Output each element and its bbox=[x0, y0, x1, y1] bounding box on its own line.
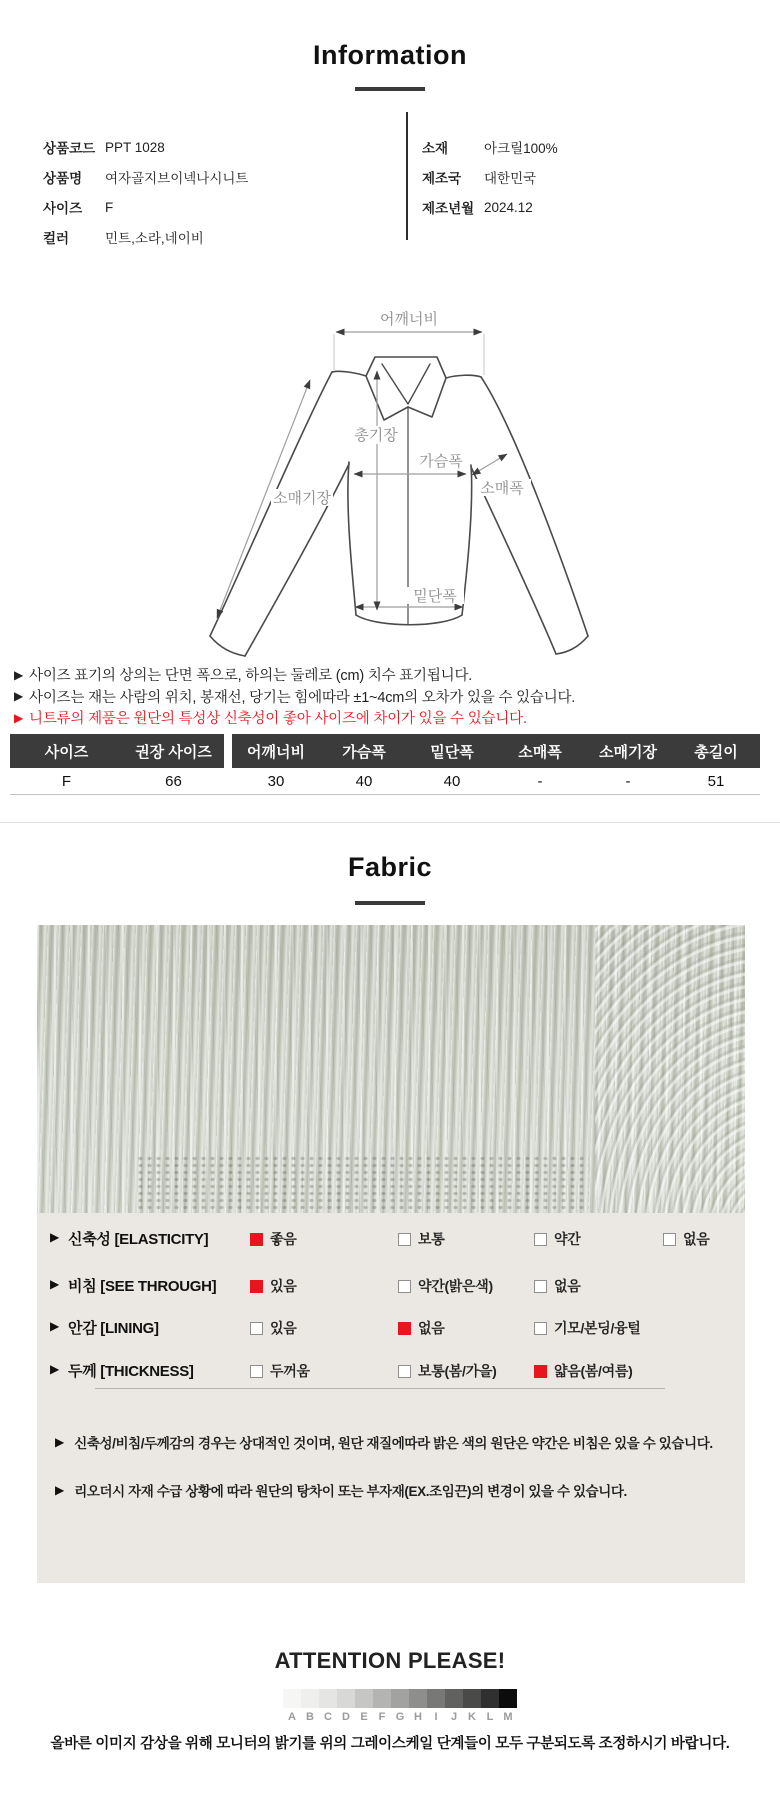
grayscale-swatch bbox=[499, 1689, 517, 1708]
info-label: 사이즈 bbox=[43, 201, 83, 216]
size-note bbox=[14, 686, 575, 708]
property-label: 안감 [LINING] bbox=[68, 1320, 159, 1337]
checkbox-icon bbox=[534, 1233, 547, 1246]
garment-measurement-diagram bbox=[185, 258, 595, 673]
sleeve-length-label: 소매기장 bbox=[273, 490, 331, 507]
product-info-left bbox=[43, 132, 248, 252]
info-label: 제조년월 bbox=[422, 201, 475, 216]
hem-width-label: 밑단폭 bbox=[413, 588, 457, 605]
grayscale-letter: A bbox=[288, 1711, 296, 1723]
grayscale-swatch bbox=[301, 1689, 319, 1708]
grayscale-letters bbox=[283, 1711, 517, 1723]
option-none: 없음 bbox=[398, 1318, 444, 1338]
bullet-icon: ▶ bbox=[14, 667, 24, 682]
size-cell: 40 bbox=[355, 772, 373, 790]
fabric-texture-image bbox=[37, 925, 745, 1213]
info-row-size bbox=[43, 192, 248, 222]
product-info-right bbox=[422, 132, 558, 222]
info-value: 여자골지브이넥나시니트 bbox=[105, 171, 249, 186]
col-header: 소매폭 bbox=[496, 734, 584, 768]
grayscale-swatch bbox=[319, 1689, 337, 1708]
bullet-icon: ▶ bbox=[50, 1230, 60, 1244]
size-notes bbox=[14, 664, 575, 729]
guide-lines bbox=[334, 334, 484, 375]
size-table-row bbox=[10, 768, 760, 795]
grayscale-letter: G bbox=[395, 1711, 405, 1723]
size-table bbox=[10, 734, 760, 795]
grayscale-swatch bbox=[337, 1689, 355, 1708]
info-label: 상품명 bbox=[43, 171, 83, 186]
grayscale-letter: H bbox=[414, 1711, 422, 1723]
grayscale-letter: E bbox=[360, 1711, 368, 1723]
grayscale-letter: K bbox=[468, 1711, 476, 1723]
grayscale-swatch bbox=[463, 1689, 481, 1708]
property-label: 비침 [SEE THROUGH] bbox=[68, 1278, 217, 1295]
checkbox-icon bbox=[398, 1322, 411, 1335]
checkbox-icon bbox=[534, 1322, 547, 1335]
header-gap bbox=[224, 734, 232, 768]
label-backgrounds bbox=[271, 426, 531, 604]
shirt-outline bbox=[210, 357, 588, 656]
grayscale-swatch bbox=[355, 1689, 373, 1708]
size-cell: 51 bbox=[707, 772, 725, 790]
size-cell: 30 bbox=[267, 772, 285, 790]
size-cell: F bbox=[61, 772, 72, 790]
grayscale-letter: I bbox=[434, 1711, 438, 1723]
col-header: 소매기장 bbox=[584, 734, 672, 768]
total-length-label: 총기장 bbox=[354, 427, 398, 444]
bullet-icon: ▶ bbox=[55, 1483, 65, 1497]
grayscale-letter: M bbox=[503, 1711, 513, 1723]
bullet-icon: ▶ bbox=[14, 710, 24, 725]
info-row-product-name bbox=[43, 162, 248, 192]
size-note bbox=[14, 664, 575, 686]
section-divider-line bbox=[0, 822, 780, 823]
checkbox-icon bbox=[250, 1365, 263, 1378]
grayscale-swatch bbox=[481, 1689, 499, 1708]
fabric-note bbox=[55, 1479, 739, 1501]
checkbox-icon bbox=[250, 1280, 263, 1293]
information-title: Information bbox=[313, 40, 467, 70]
grayscale-bar bbox=[283, 1689, 517, 1708]
info-value: 2024.12 bbox=[484, 199, 533, 215]
bullet-icon: ▶ bbox=[50, 1319, 60, 1333]
option-none: 없음 bbox=[534, 1276, 580, 1296]
fabric-title-underline bbox=[355, 901, 425, 905]
property-row-lining bbox=[37, 1316, 745, 1338]
grayscale-letter: D bbox=[342, 1711, 350, 1723]
checkbox-icon bbox=[250, 1322, 263, 1335]
info-divider bbox=[406, 112, 408, 240]
fabric-title: Fabric bbox=[347, 852, 433, 882]
checkbox-icon bbox=[534, 1280, 547, 1293]
grayscale-swatch bbox=[409, 1689, 427, 1708]
info-row-product-code bbox=[43, 132, 248, 162]
checkbox-icon bbox=[250, 1233, 263, 1246]
col-header: 사이즈 bbox=[10, 734, 123, 768]
info-label: 상품코드 bbox=[43, 141, 96, 156]
col-header: 총길이 bbox=[672, 734, 760, 768]
col-header: 밑단폭 bbox=[408, 734, 496, 768]
fabric-property-panel bbox=[37, 1213, 745, 1583]
fabric-knit-detail bbox=[136, 1155, 589, 1213]
bullet-icon: ▶ bbox=[50, 1362, 60, 1376]
information-title-underline bbox=[355, 87, 425, 91]
option-yes: 있음 bbox=[250, 1318, 296, 1338]
size-cell: 66 bbox=[165, 772, 182, 790]
checkbox-icon bbox=[534, 1365, 547, 1378]
info-row-manufacture-date bbox=[422, 192, 558, 222]
grayscale-letter: L bbox=[486, 1711, 494, 1723]
property-underline bbox=[95, 1388, 665, 1389]
option-thin: 얇음(봄/여름) bbox=[534, 1361, 632, 1381]
size-table-header bbox=[10, 734, 760, 768]
grayscale-swatch bbox=[373, 1689, 391, 1708]
option-slight: 약간 bbox=[534, 1229, 580, 1249]
option-thick: 두꺼움 bbox=[250, 1361, 310, 1381]
option-medium: 보통(봄/가을) bbox=[398, 1361, 496, 1381]
size-cell: 40 bbox=[443, 772, 461, 790]
option-good: 좋음 bbox=[250, 1229, 296, 1249]
attention-note: 올바른 이미지 감상을 위해 모니터의 밝기를 위의 그레이스케일 단계들이 모두 구분되도록 조정하시기 바랍니다. bbox=[50, 1736, 730, 1752]
checkbox-icon bbox=[398, 1233, 411, 1246]
sleeve-width-label: 소매폭 bbox=[480, 480, 524, 497]
info-value: F bbox=[105, 199, 114, 215]
info-row-origin bbox=[422, 162, 558, 192]
size-note-warning bbox=[14, 707, 575, 729]
grayscale-letter: F bbox=[378, 1711, 386, 1723]
property-row-see-through bbox=[37, 1274, 745, 1296]
fabric-note-text: 리오더시 자재 수급 상황에 따라 원단의 탕차이 또는 부자재(EX.조임끈)의 변경이 있을 수 있습니다. bbox=[74, 1484, 627, 1499]
info-label: 소재 bbox=[422, 141, 449, 156]
checkbox-icon bbox=[398, 1280, 411, 1293]
size-cell: - bbox=[537, 772, 543, 790]
bullet-icon: ▶ bbox=[14, 689, 24, 704]
fabric-note bbox=[55, 1431, 739, 1453]
col-header: 가슴폭 bbox=[320, 734, 408, 768]
grayscale-swatch bbox=[427, 1689, 445, 1708]
property-row-thickness bbox=[37, 1359, 745, 1381]
attention-title: ATTENTION PLEASE! bbox=[274, 1648, 506, 1673]
bullet-icon: ▶ bbox=[55, 1435, 65, 1449]
fabric-curve-detail bbox=[595, 925, 745, 1213]
option-none: 없음 bbox=[663, 1229, 709, 1249]
chest-width-label: 가슴폭 bbox=[419, 453, 463, 470]
col-header: 권장 사이즈 bbox=[123, 734, 224, 768]
option-fleece: 기모/본딩/융털 bbox=[534, 1318, 641, 1338]
grayscale-swatch bbox=[283, 1689, 301, 1708]
property-label: 두께 [THICKNESS] bbox=[68, 1363, 194, 1380]
size-note-text: 사이즈 표기의 상의는 단면 폭으로, 하의는 둘레로 (cm) 치수 표기됩니다. bbox=[29, 668, 473, 685]
info-value: 민트,소라,네이비 bbox=[105, 231, 204, 246]
grayscale-letter: B bbox=[306, 1711, 314, 1723]
checkbox-icon bbox=[663, 1233, 676, 1246]
size-cell: - bbox=[625, 772, 631, 790]
option-normal: 보통 bbox=[398, 1229, 444, 1249]
info-row-material bbox=[422, 132, 558, 162]
grayscale-swatch bbox=[445, 1689, 463, 1708]
shoulder-width-label: 어깨너비 bbox=[380, 311, 438, 328]
property-label: 신축성 [ELASTICITY] bbox=[68, 1231, 209, 1248]
grayscale-swatch bbox=[391, 1689, 409, 1708]
info-label: 제조국 bbox=[422, 171, 462, 186]
size-note-text: 니트류의 제품은 원단의 특성상 신축성이 좋아 사이즈에 차이가 있을 수 있습니다. bbox=[29, 711, 527, 728]
info-label: 컬러 bbox=[43, 231, 70, 246]
grayscale-letter: C bbox=[324, 1711, 332, 1723]
property-row-elasticity bbox=[37, 1227, 745, 1249]
option-yes: 있음 bbox=[250, 1276, 296, 1296]
option-slight-bright: 약간(밝은색) bbox=[398, 1276, 493, 1296]
col-header: 어깨너비 bbox=[232, 734, 320, 768]
grayscale-letter: J bbox=[450, 1711, 458, 1723]
checkbox-icon bbox=[398, 1365, 411, 1378]
bullet-icon: ▶ bbox=[50, 1277, 60, 1291]
info-row-color bbox=[43, 222, 248, 252]
size-note-text: 사이즈는 재는 사람의 위치, 봉재선, 당기는 힘에따라 ±1~4cm의 오차가 있을 수 있습니다. bbox=[29, 689, 576, 706]
info-value: 대한민국 bbox=[484, 171, 537, 186]
fabric-note-text: 신축성/비침/두께감의 경우는 상대적인 것이며, 원단 재질에따라 밝은 색의 원단은 약간은 비침은 있을 수 있습니다. bbox=[74, 1436, 713, 1451]
info-value: 아크릴100% bbox=[484, 141, 558, 156]
info-value: PPT 1028 bbox=[105, 139, 165, 155]
